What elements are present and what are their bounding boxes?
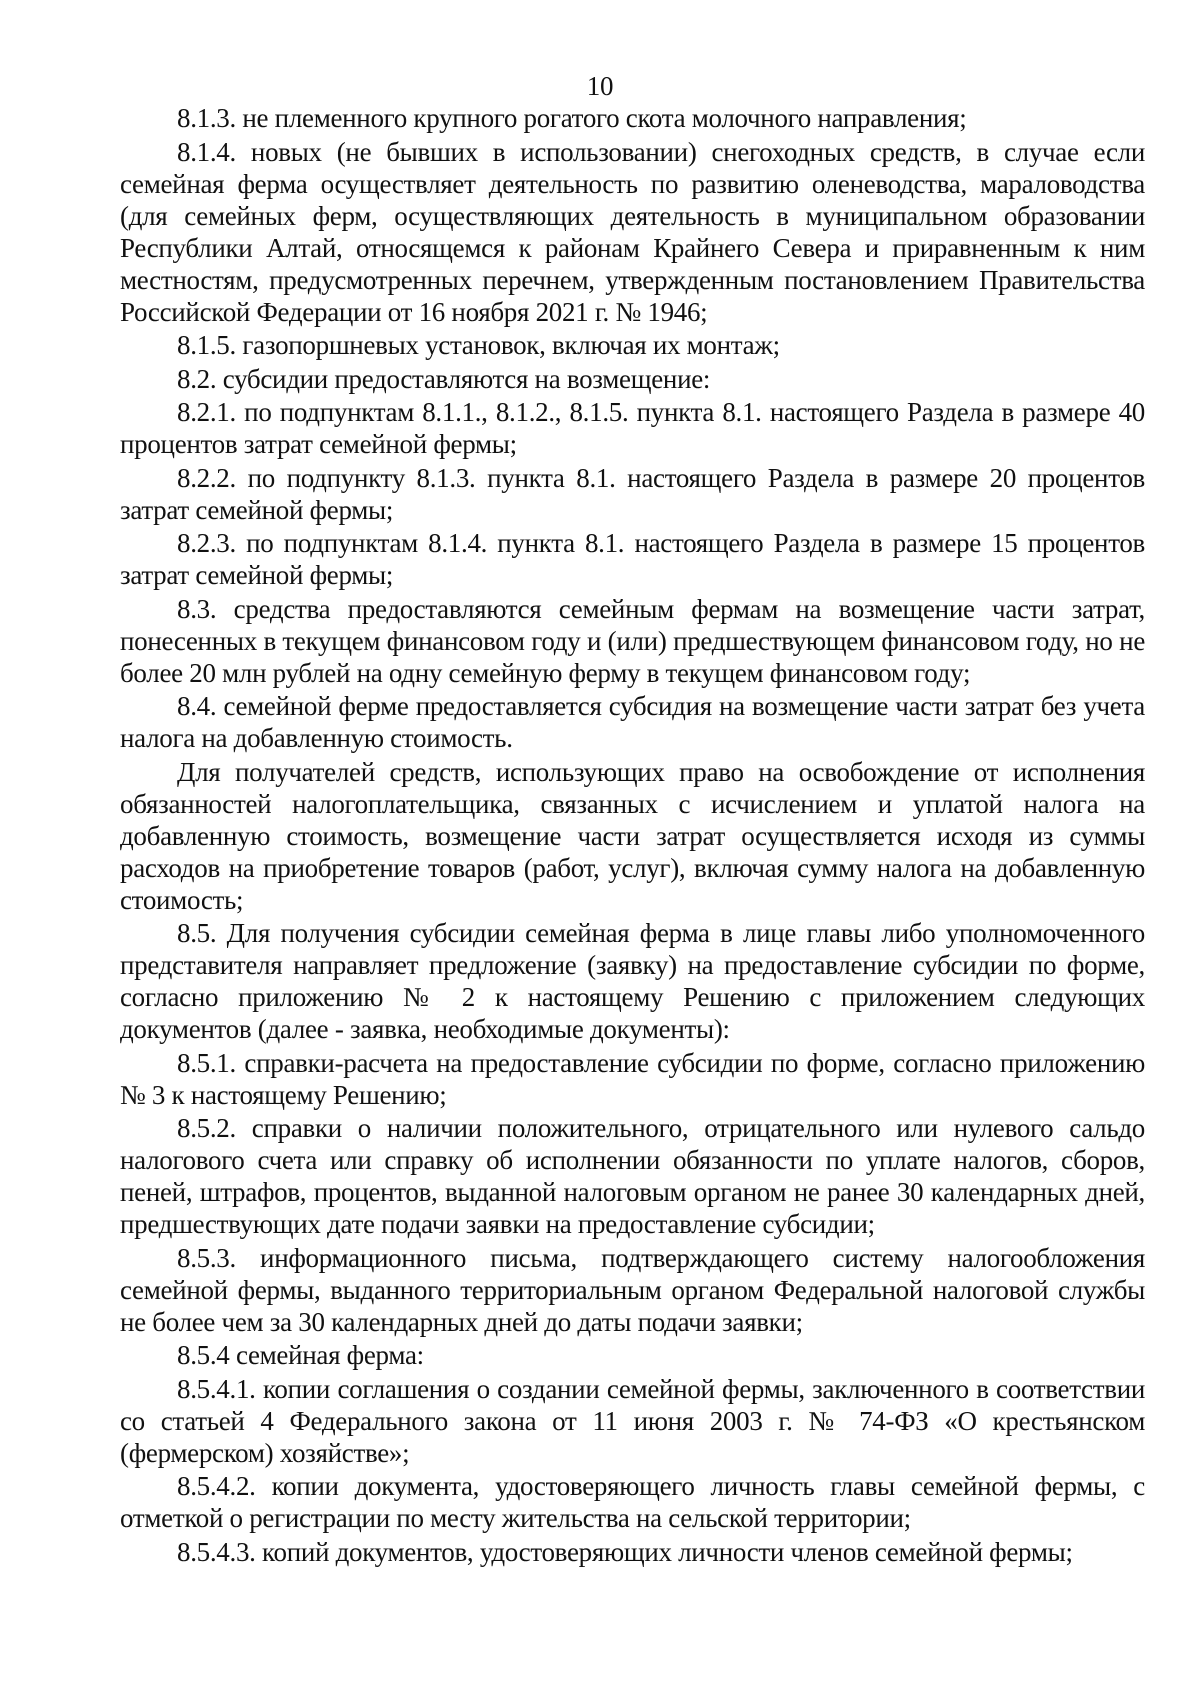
paragraph-8-2: 8.2. субсидии предоставляются на возмещение: <box>177 363 711 394</box>
paragraph-vat-exemption: Для получателей средств, использующих право на освобождение от исполнения обязанностей налогоплательщика, связанных с исчислением и уплатой налога на добавленную стоимость, возмещение части затрат осуществляется исходя из суммы расходов на приобретение товаров (работ, услуг), включая сумму налога на добавленную стоимость; <box>120 756 1145 915</box>
paragraph-8-2-3: 8.2.3. по подпунктам 8.1.4. пункта 8.1. настоящего Раздела в размере 15 процентов затрат семейной фермы; <box>120 528 1145 590</box>
paragraph-8-2-2: 8.2.2. по подпункту 8.1.3. пункта 8.1. настоящего Раздела в размере 20 процентов затрат семейной фермы; <box>120 462 1145 525</box>
paragraph-8-5-4-3: 8.5.4.3. копий документов, удостоверяющих личности членов семейной фермы; <box>177 1536 1073 1567</box>
paragraph-8-5-4-1: 8.5.4.1. копии соглашения о создании семейной фермы, заключенного в соответствии со статьей 4 Федерального закона от 11 июня 2003 г. № 74-ФЗ «О крестьянском (фермерском) хозяйстве»; <box>120 1373 1145 1468</box>
paragraph-8-4: 8.4. семейной ферме предоставляется субсидия на возмещение части затрат без учета налога на добавленную стоимость. <box>120 691 1145 753</box>
paragraph-8-1-5: 8.1.5. газопоршневых установок, включая их монтаж; <box>177 330 780 360</box>
paragraph-8-5-4: 8.5.4 семейная ферма: <box>177 1340 424 1370</box>
paragraph-8-5-1: 8.5.1. справки-расчета на предоставление субсидии по форме, согласно приложению № 3 к настоящему Решению; <box>120 1047 1145 1110</box>
paragraph-8-5-3: 8.5.3. информационного письма, подтверждающего систему налогообложения семейной фермы, выданного территориальным органом Федеральной налоговой службы не более чем за 30 календарных дней до даты подачи заявки; <box>120 1242 1145 1337</box>
paragraph-8-3: 8.3. средства предоставляются семейным фермам на возмещение части затрат, понесенных в текущем финансовом году и (или) предшествующем финансовом году, но не более 20 млн рублей на одну семейную ферму в текущем финансовом году; <box>120 593 1145 688</box>
page-number: 10 <box>586 71 614 101</box>
paragraph-8-1-4: 8.1.4. новых (не бывших в использовании) снегоходных средств, в случае если семейная ферма осуществляет деятельность по развитию оленеводства, мараловодства (для семейных ферм, осуществляющих деятельность в муниципальном образовании Республики Алтай, относящемся к районам Крайнего Севера и приравненным к ним местностям, предусмотренных перечнем, утвержденным постановлением Правительства Российской Федерации от 16 ноября 2021 г. № 1946; <box>120 136 1145 327</box>
paragraph-8-5: 8.5. Для получения субсидии семейная ферма в лице главы либо уполномоченного представителя направляет предложение (заявку) на предоставление субсидии по форме, согласно приложению № 2 к настоящему Решению с приложением следующих документов (далее - заявка, необходимые документы): <box>120 918 1145 1044</box>
paragraph-8-5-2: 8.5.2. справки о наличии положительного, отрицательного или нулевого сальдо налогового счета или справку об исполнении обязанности по уплате налогов, сборов, пеней, штрафов, процентов, выданной налоговым органом не ранее 30 календарных дней, предшествующих дате подачи заявки на предоставление субсидии; <box>120 1113 1145 1239</box>
paragraph-8-5-4-2: 8.5.4.2. копии документа, удостоверяющего личность главы семейной фермы, с отметкой о регистрации по месту жительства на сельской территории; <box>120 1471 1145 1533</box>
document-body <box>120 102 1145 1569</box>
paragraph-8-2-1: 8.2.1. по подпунктам 8.1.1., 8.1.2., 8.1.5. пункта 8.1. настоящего Раздела в размере 40 процентов затрат семейной фермы; <box>120 397 1145 459</box>
paragraph-8-1-3: 8.1.3. не племенного крупного рогатого скота молочного направления; <box>177 103 967 133</box>
